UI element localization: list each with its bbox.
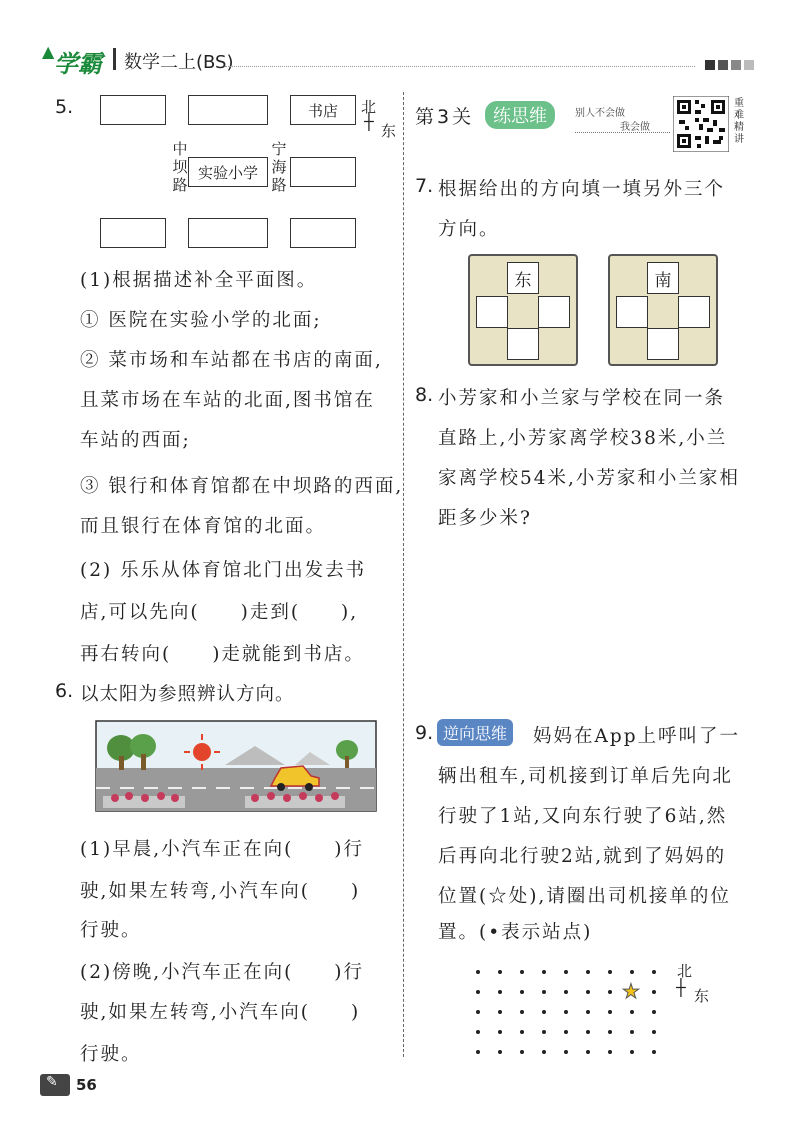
- station-dot[interactable]: [520, 1030, 524, 1034]
- station-dot[interactable]: [564, 970, 568, 974]
- map-school-label: 实验小学: [197, 163, 258, 182]
- grid-north-label: 北: [677, 962, 693, 980]
- level-badge: 练思维: [485, 101, 555, 129]
- q5-line-10: 再右转向( )走就能到书店。: [80, 644, 365, 665]
- station-grid: [476, 970, 676, 1070]
- q5-line-4: 且菜市场在车站的北面,图书馆在: [80, 390, 375, 411]
- header-divider: [113, 48, 116, 70]
- q6-line-4: (2)傍晚,小汽车正在向( )行: [80, 962, 365, 983]
- q6-line-3: 行驶。: [80, 920, 142, 941]
- panel-south-right-box[interactable]: [678, 296, 710, 328]
- panel-south-top: [647, 262, 679, 294]
- station-dot[interactable]: [608, 1010, 612, 1014]
- header-rule: [225, 66, 695, 67]
- station-dot[interactable]: [652, 1050, 656, 1054]
- level-dotted-line: [575, 132, 670, 133]
- page-number: 56: [76, 1076, 97, 1094]
- q6-line-6: 行驶。: [80, 1044, 142, 1065]
- station-dot[interactable]: [652, 1010, 656, 1014]
- panel-south-bottom-box[interactable]: [647, 328, 679, 360]
- grid-compass-icon: ┼: [676, 978, 686, 997]
- q8-number: 8.: [415, 384, 434, 406]
- grid-east-label: 东: [694, 987, 710, 1005]
- q8-line-4: 距多少米?: [438, 508, 532, 529]
- q8-line-1: 小芳家和小兰家与学校在同一条: [438, 388, 726, 409]
- station-dot[interactable]: [542, 1030, 546, 1034]
- q5-line-5: 车站的西面;: [80, 430, 191, 451]
- panel-east-bottom-box[interactable]: [507, 328, 539, 360]
- q7-line-1: 根据给出的方向填一填另外三个: [438, 179, 726, 200]
- q9-line-3: 行驶了1站,又向东行驶了6站,然: [438, 806, 728, 827]
- brand-logo: 学霸: [54, 50, 102, 78]
- map-box-bottom-right[interactable]: [290, 218, 356, 248]
- q5-line-9: 店,可以先向( )走到( ),: [80, 602, 359, 623]
- subject-title: 数学二上(BS): [124, 52, 234, 73]
- level-note-2: 我会做: [620, 122, 650, 133]
- q8-line-3: 家离学校54米,小芳家和小兰家相: [438, 468, 740, 489]
- station-dot[interactable]: [608, 1050, 612, 1054]
- map-bookstore-label: 书店: [307, 101, 338, 120]
- panel-east-right-box[interactable]: [538, 296, 570, 328]
- station-dot[interactable]: [542, 970, 546, 974]
- station-dot[interactable]: [586, 1050, 590, 1054]
- panel-east-given: 东: [514, 270, 532, 291]
- station-dot[interactable]: [498, 990, 502, 994]
- level-label: 第3关: [415, 106, 475, 128]
- map-box-bottom-left[interactable]: [100, 218, 166, 248]
- q6-number: 6.: [55, 680, 74, 702]
- level-header: [415, 96, 755, 156]
- map-compass-icon: ┼: [364, 112, 374, 131]
- map-school: [188, 157, 268, 187]
- station-dot[interactable]: [498, 1050, 502, 1054]
- q9-number: 9.: [415, 722, 434, 744]
- q5-line-3: ② 菜市场和车站都在书店的南面,: [80, 350, 383, 371]
- target-star-icon: ★: [622, 979, 640, 1003]
- station-dot[interactable]: [630, 1010, 634, 1014]
- q9-line-2: 辆出租车,司机接到订单后先向北: [438, 766, 733, 787]
- station-dot[interactable]: [586, 970, 590, 974]
- brand-cap-icon: ▲: [42, 42, 55, 61]
- station-dot[interactable]: [608, 990, 612, 994]
- station-dot[interactable]: [476, 970, 480, 974]
- q9-line-5: 位置(☆处),请圈出司机接单的位: [438, 886, 731, 907]
- station-dot[interactable]: [520, 1050, 524, 1054]
- station-dot[interactable]: [542, 990, 546, 994]
- map-east-label: 东: [381, 122, 397, 140]
- station-dot[interactable]: [520, 1010, 524, 1014]
- station-dot[interactable]: [608, 970, 612, 974]
- footer: [40, 1072, 120, 1100]
- road-ninghai: 宁海路: [271, 140, 287, 194]
- station-dot[interactable]: [564, 1050, 568, 1054]
- station-dot[interactable]: [498, 970, 502, 974]
- station-dot[interactable]: [564, 990, 568, 994]
- q6-line-2: 驶,如果左转弯,小汽车向( ): [80, 881, 361, 902]
- station-dot[interactable]: [652, 970, 656, 974]
- q7-line-2: 方向。: [438, 219, 500, 240]
- map-box-mid-right[interactable]: [290, 157, 356, 187]
- q6-title: 以太阳为参照辨认方向。: [80, 684, 295, 705]
- station-dot[interactable]: [476, 1010, 480, 1014]
- station-dot[interactable]: [586, 1030, 590, 1034]
- q5-number: 5.: [55, 96, 74, 118]
- pencil-mark: ✎: [46, 1074, 58, 1090]
- q5-line-2: ① 医院在实验小学的北面;: [80, 310, 322, 331]
- station-dot[interactable]: [652, 990, 656, 994]
- station-dot[interactable]: [564, 1010, 568, 1014]
- q9-line-4: 后再向北行驶2站,就到了妈妈的: [438, 846, 727, 867]
- map-north-label: 北: [361, 98, 377, 116]
- q7-number: 7.: [415, 175, 434, 197]
- qr-caption: 重难精讲: [734, 98, 744, 145]
- station-dot[interactable]: [476, 1050, 480, 1054]
- q9-line-6: 置。(•表示站点): [438, 922, 593, 943]
- station-dot[interactable]: [498, 1030, 502, 1034]
- q6-street-illustration: [95, 720, 377, 812]
- station-dot[interactable]: [630, 1030, 634, 1034]
- map-box-bottom-middle[interactable]: [188, 218, 268, 248]
- header-squares: [705, 60, 754, 70]
- level-note-1: 别人不会做: [575, 108, 625, 119]
- q5-line-7: 而且银行在体育馆的北面。: [80, 516, 327, 537]
- station-dot[interactable]: [520, 970, 524, 974]
- panel-east-top: [507, 262, 539, 294]
- panel-south-left-box[interactable]: [616, 296, 648, 328]
- q6-line-5: 驶,如果左转弯,小汽车向( ): [80, 1002, 361, 1023]
- station-dot[interactable]: [630, 970, 634, 974]
- road-zhongba: 中坝路: [172, 140, 188, 194]
- sun-icon: [193, 743, 211, 761]
- station-dot[interactable]: [586, 990, 590, 994]
- q5-line-8: (2) 乐乐从体育馆北门出发去书: [80, 560, 367, 581]
- header: [40, 38, 760, 78]
- q9-tag: 逆向思维: [437, 719, 513, 746]
- map-box-top-left[interactable]: [100, 95, 166, 125]
- station-dot[interactable]: [498, 1010, 502, 1014]
- station-dot[interactable]: [586, 1010, 590, 1014]
- station-dot[interactable]: [542, 1050, 546, 1054]
- q5-line-6: ③ 银行和体育馆都在中坝路的西面,: [80, 476, 404, 497]
- direction-panel-south: [608, 254, 718, 366]
- map-bookstore: [290, 95, 356, 125]
- station-dot[interactable]: [564, 1030, 568, 1034]
- direction-panel-east: [468, 254, 578, 366]
- q5-line-1: (1)根据描述补全平面图。: [80, 270, 318, 291]
- q8-line-2: 直路上,小芳家离学校38米,小兰: [438, 428, 728, 449]
- station-dot[interactable]: [652, 1030, 656, 1034]
- station-dot[interactable]: [476, 990, 480, 994]
- qr-code-icon[interactable]: [673, 96, 729, 152]
- panel-south-given: 南: [654, 270, 672, 291]
- panel-east-left-box[interactable]: [476, 296, 508, 328]
- q9-line-1: 妈妈在App上呼叫了一: [533, 726, 741, 747]
- station-dot[interactable]: [542, 1010, 546, 1014]
- station-dot[interactable]: [476, 1030, 480, 1034]
- column-divider: [403, 92, 404, 1057]
- q6-line-1: (1)早晨,小汽车正在向( )行: [80, 839, 365, 860]
- station-dot[interactable]: [608, 1030, 612, 1034]
- station-dot[interactable]: [520, 990, 524, 994]
- map-box-top-middle[interactable]: [188, 95, 268, 125]
- station-dot[interactable]: [630, 1050, 634, 1054]
